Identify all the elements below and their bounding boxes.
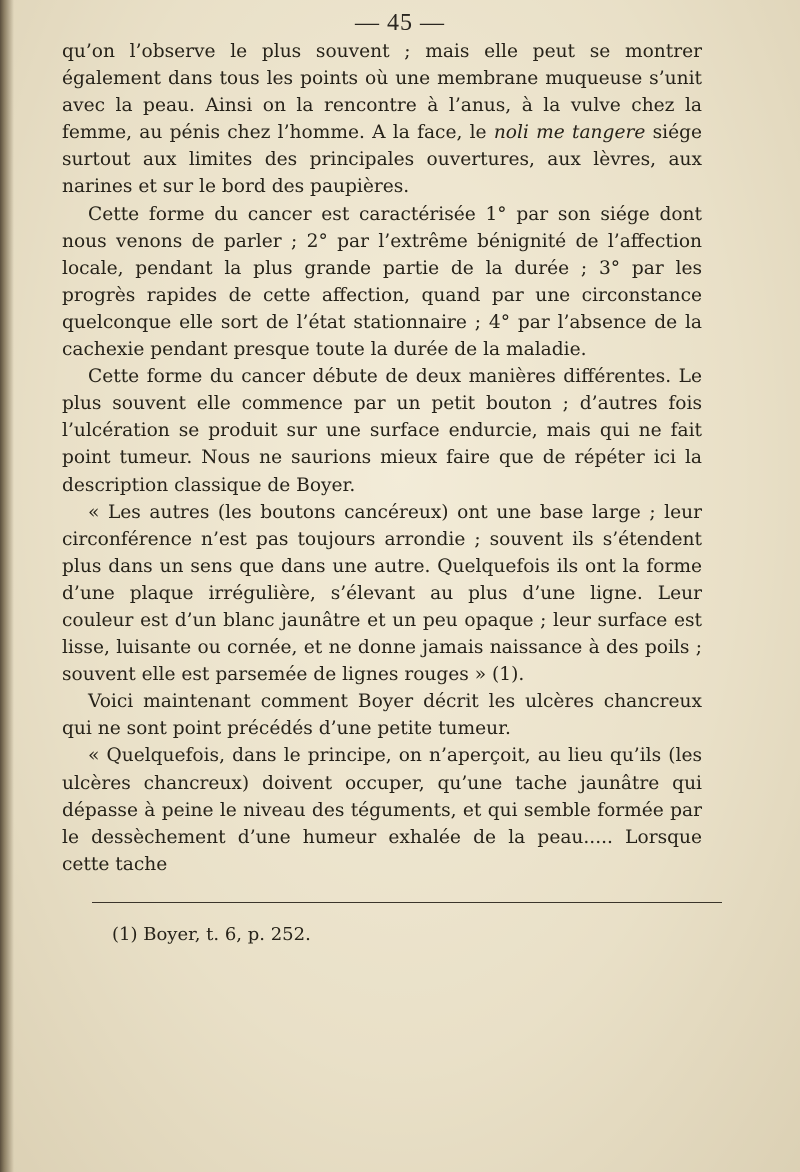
paragraph-2: Cette forme du cancer est caractérisée 1° par son siége dont nous venons de parler ; 2° par l’extrême bénignité de l’affection locale, pendant la plus grande partie de la durée ; 3° par les progrès rapides de cette affection, quand par une circonstance quelconque elle sort de l’état stationnaire ; 4° par l’absence de la cachexie pendant presque toute la durée de la maladie.	[62, 203, 702, 361]
binding-shadow	[0, 0, 14, 1172]
footnote: (1) Boyer, t. 6, p. 252.	[112, 924, 311, 945]
paragraph-5: Voici maintenant comment Boyer décrit les ulcères chancreux qui ne sont point précédés d’une petite tumeur.	[62, 691, 702, 740]
footnote-separator	[92, 902, 722, 903]
paragraph-6: « Quelquefois, dans le principe, on n’aperçoit, au lieu qu’ils (les ulcères chancreux) doivent occuper, qu’une tache jaunâtre qui dépasse à peine le niveau des téguments, et qui semble formée par le dessèchement d’une humeur exhalée de la peau..... Lorsque cette tache	[62, 745, 702, 875]
page-number: — 45 —	[355, 10, 445, 36]
paragraph-4: « Les autres (les boutons cancéreux) ont une base large ; leur circonférence n’est pas toujours arrondie ; souvent ils s’étendent plus dans un sens que dans une autre. Quelquefois ils ont la forme d’une plaque irrégulière, s’élevant au plus d’une ligne. Leur couleur est d’un blanc jaunâtre et un peu opaque ; leur surface est lisse, luisante ou cornée, et ne donne jamais naissance à des poils ; souvent elle est parsemée de lignes rouges » (1).	[62, 501, 702, 686]
paragraph-3: Cette forme du cancer débute de deux manières différentes. Le plus souvent elle commence par un petit bouton ; d’autres fois l’ulcération se produit sur une surface endurcie, mais qui ne fait point tumeur. Nous ne saurions mieux faire que de répéter ici la description classique de Boyer.	[62, 366, 702, 496]
paragraph-1: qu’on l’observe le plus souvent ; mais elle peut se montrer également dans tous les points où une membrane muqueuse s’unit avec la peau. Ainsi on la rencontre à l’anus, à la vulve chez la femme, au pénis chez l’homme. A la face, le noli me tangere siége surtout aux limites des principales ouvertures, aux lèvres, aux narines et sur le bord des paupières.	[62, 41, 702, 198]
body-text	[62, 38, 702, 878]
